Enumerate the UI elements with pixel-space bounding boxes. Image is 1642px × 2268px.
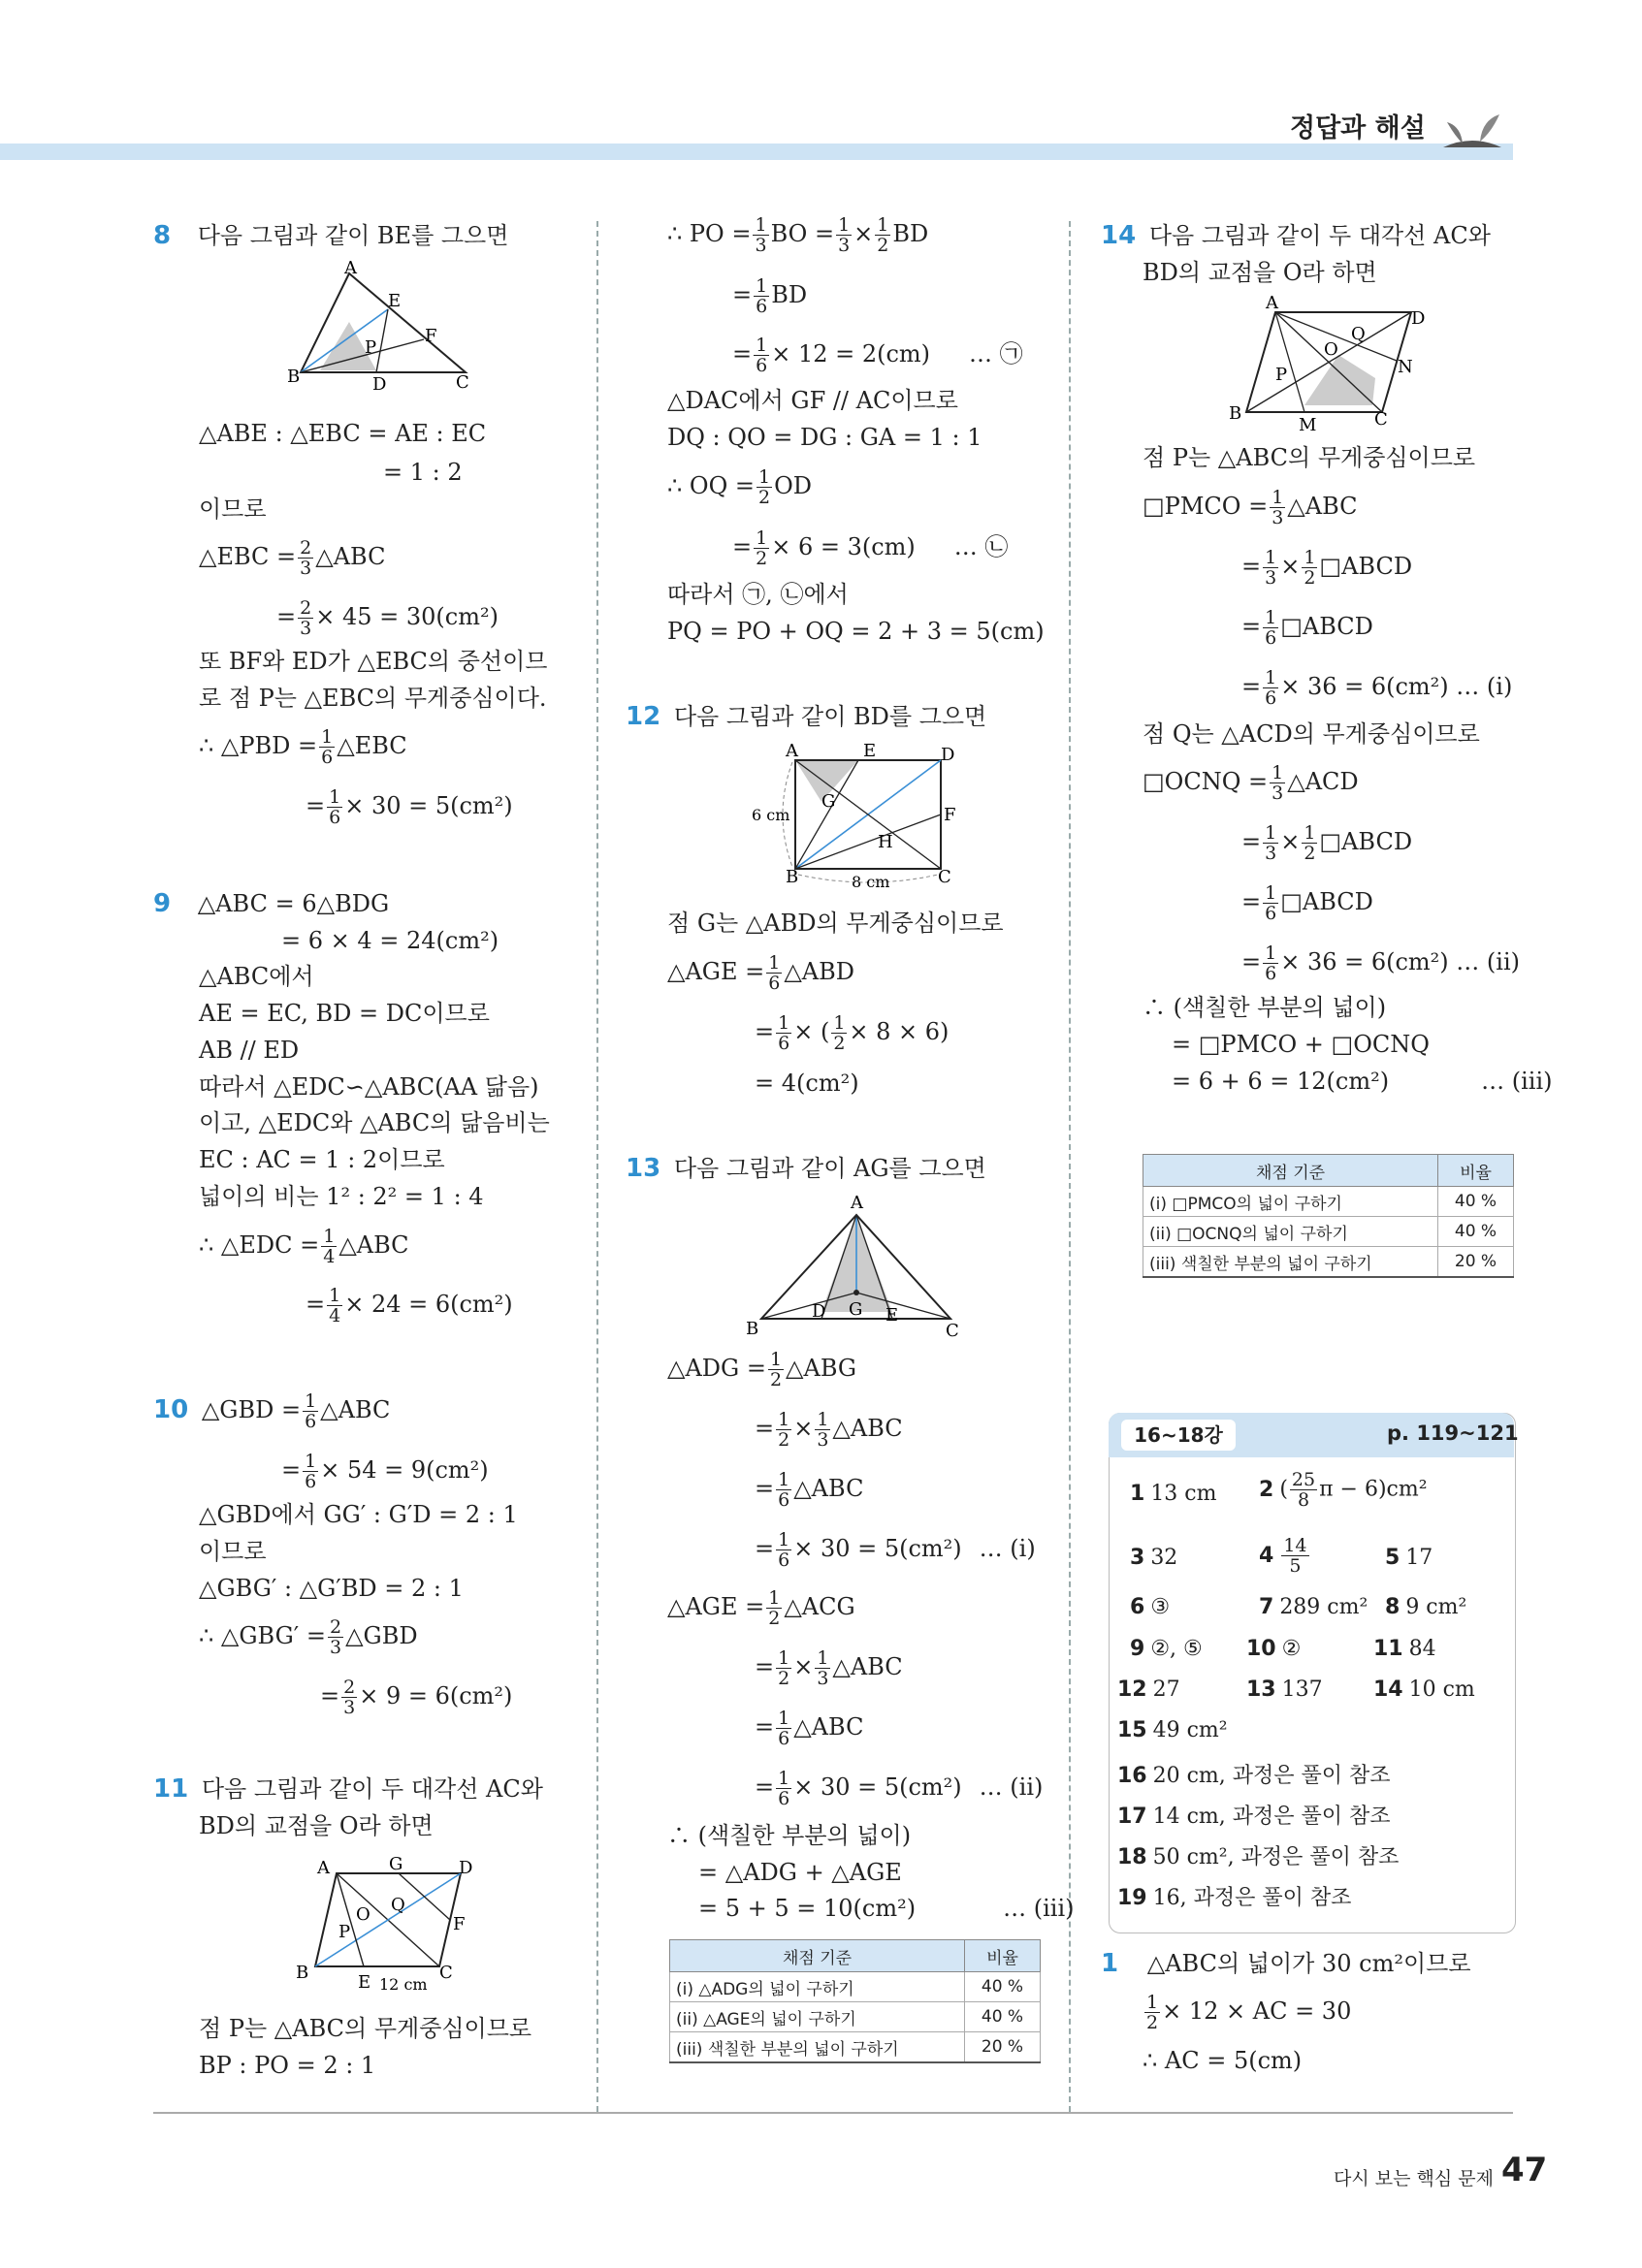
eq-line: ∴ (색칠한 부분의 넓이) (667, 1822, 912, 1849)
svg-text:C: C (1374, 409, 1388, 430)
answer-item: 15 49 cm² (1117, 1718, 1228, 1742)
eq-line: = $\frac{1}{6}$ × 30 = 5(cm²) … (i) (755, 1529, 1036, 1571)
footer-rule (153, 2112, 1513, 2114)
eq-line: EC : AC = 1 : 2이므로 (199, 1146, 445, 1173)
eq-line: = $\frac{1}{6}$ × 12 = 2(cm) … ㉠ (732, 335, 1023, 376)
eq-line: = $\frac{2}{3}$ × 45 = 30(cm²) (276, 597, 499, 639)
answer-item: 3 32 (1130, 1546, 1178, 1570)
svg-text:12 cm: 12 cm (379, 1975, 428, 1994)
svg-text:M: M (1299, 415, 1317, 435)
eq-line: = $\frac{2}{3}$ × 9 = 6(cm²) (320, 1677, 513, 1718)
eq-line: AB // ED (199, 1037, 300, 1064)
answer-item: 2 ( $\frac{25}{8}$ π − 6)cm² (1259, 1469, 1428, 1511)
eq-line: 로 점 P는 △EBC의 무게중심이다. (199, 685, 547, 712)
svg-text:B: B (296, 1963, 309, 1983)
problem-11: 11 다음 그림과 같이 두 대각선 AC와 (153, 1774, 543, 1804)
svg-text:G: G (389, 1854, 403, 1874)
eq-line: 넓이의 비는 1² : 2² = 1 : 4 (199, 1183, 484, 1210)
eq-line: ∴ △PBD = $\frac{1}{6}$ △EBC (199, 726, 407, 768)
eq-line: = 4(cm²) (755, 1070, 859, 1097)
triangle-figure-8 (287, 258, 485, 395)
eq-line: = $\frac{1}{3}$ × $\frac{1}{2}$ □ABCD (1241, 547, 1413, 589)
eq-line: = $\frac{1}{6}$ × 36 = 6(cm²) … (i) (1241, 667, 1513, 709)
answer-item: 14 10 cm (1373, 1677, 1475, 1702)
eq-line: = $\frac{1}{6}$ □ABCD (1241, 882, 1373, 924)
header-bar (0, 144, 1513, 160)
eq-line: = $\frac{1}{6}$ × 30 = 5(cm²) … (ii) (755, 1768, 1044, 1809)
answer-item: 9 ②, ⑤ (1130, 1637, 1203, 1661)
eq-line: = 6 + 6 = 12(cm²) … (iii) (1172, 1068, 1553, 1095)
eq-line: = 1 : 2 (383, 459, 463, 486)
answer-item: 17 14 cm, 과정은 풀이 참조 (1117, 1805, 1391, 1829)
svg-text:B: B (746, 1319, 759, 1339)
eq-line: $\frac{1}{2}$ × 12 × AC = 30 (1146, 1992, 1352, 2033)
svg-text:A: A (851, 1193, 863, 1213)
answer-box-pages: p. 119~121 (1387, 1421, 1519, 1445)
rectangle-figure-12 (752, 739, 975, 894)
svg-text:F: F (453, 1914, 466, 1934)
eq-line: = $\frac{1}{2}$ × 6 = 3(cm) … ㉡ (732, 527, 1009, 569)
eq-line: ∴ (색칠한 부분의 넓이) (1143, 994, 1387, 1021)
problem-8 (153, 219, 508, 252)
eq-line: 점 P는 △ABC의 무게중심이므로 (1143, 444, 1476, 471)
answer-item: 4 $\frac{14}{5}$ (1259, 1535, 1307, 1577)
eq-line: = $\frac{1}{6}$ △ABC (755, 1708, 864, 1749)
eq-line: AE = EC, BD = DC이므로 (199, 1000, 490, 1027)
sprout-icon (1433, 105, 1511, 151)
svg-text:P: P (1275, 365, 1288, 385)
eq-line: □PMCO = $\frac{1}{3}$ △ABC (1143, 487, 1358, 528)
eq-line: = $\frac{1}{2}$ × $\frac{1}{3}$ △ABC (755, 1409, 903, 1451)
svg-text:D: D (459, 1858, 473, 1878)
svg-text:G: G (849, 1299, 863, 1320)
eq-line: 이고, △EDC와 △ABC의 닮음비는 (199, 1109, 550, 1136)
eq-line: △ADG = $\frac{1}{2}$ △ABG (667, 1349, 857, 1390)
problem-intro: BD의 교점을 O라 하면 (1143, 259, 1377, 286)
svg-text:E: E (885, 1305, 899, 1326)
eq-line: △GBD에서 GG′ : G′D = 2 : 1 (199, 1501, 518, 1528)
answer-item: 10 ② (1246, 1637, 1302, 1661)
eq-line: 따라서 △EDC∽△ABC(AA 닮음) (199, 1073, 539, 1101)
problem-14: 14 다음 그림과 같이 두 대각선 AC와 (1101, 221, 1491, 250)
scoring-table-14: 채점 기준 비율 (i) □PMCO의 넓이 구하기 40 % (ii) □OCNQ의 넓이 구하기 40 % (iii) 색칠한 부분의 넓이 구하기 20 % (1143, 1154, 1514, 1278)
eq-line: = $\frac{1}{6}$ × ( $\frac{1}{2}$ × 8 × 6) (755, 1012, 950, 1054)
svg-text:B: B (786, 867, 799, 887)
svg-text:8 cm: 8 cm (852, 873, 890, 891)
problem-number: 8 (153, 221, 172, 250)
eq-line: △EBC = $\frac{2}{3}$ △ABC (199, 537, 386, 579)
triangle-figure-13 (742, 1191, 975, 1341)
label-P: P (365, 337, 377, 358)
eq-line: PQ = PO + OQ = 2 + 3 = 5(cm) (667, 618, 1045, 645)
answer-item: 11 84 (1373, 1637, 1436, 1661)
eq-line: △ABE : △EBC = AE : EC (199, 420, 487, 447)
eq-line: ∴ △EDC = $\frac{1}{4}$ △ABC (199, 1226, 409, 1267)
svg-text:A: A (786, 741, 798, 761)
eq-line: △ABC에서 (199, 963, 314, 990)
eq-line: 점 G는 △ABD의 무게중심이므로 (667, 910, 1004, 937)
svg-text:G: G (821, 791, 836, 812)
label-E: E (388, 291, 402, 311)
svg-text:O: O (1324, 339, 1338, 360)
eq-line: = $\frac{1}{4}$ × 24 = 6(cm²) (306, 1285, 513, 1326)
svg-text:F: F (944, 805, 956, 825)
eq-line: ∴ OQ = $\frac{1}{2}$ OD (667, 466, 813, 508)
eq-line: = $\frac{1}{6}$ × 30 = 5(cm²) (306, 786, 513, 828)
eq-line: △AGE = $\frac{1}{6}$ △ABD (667, 952, 854, 994)
svg-text:N: N (1398, 357, 1413, 377)
eq-line: = □PMCO + □OCNQ (1172, 1031, 1430, 1058)
footer-label: 다시 보는 핵심 문제 (1334, 2168, 1494, 2189)
eq-line: DQ : QO = DG : GA = 1 : 1 (667, 424, 982, 451)
eq-line: 또 BF와 ED가 △EBC의 중선이므 (199, 648, 548, 675)
answer-item: 12 27 (1117, 1677, 1180, 1702)
answer-box-tab: 16~18강 (1121, 1420, 1236, 1451)
answer-item: 18 50 cm², 과정은 풀이 참조 (1117, 1845, 1400, 1869)
svg-text:D: D (812, 1301, 826, 1322)
column-divider (596, 221, 598, 2112)
answer-item: 19 16, 과정은 풀이 참조 (1117, 1886, 1352, 1910)
eq-line: BP : PO = 2 : 1 (199, 2052, 376, 2079)
eq-line: 점 Q는 △ACD의 무게중심이므로 (1143, 720, 1480, 748)
eq-line: = 5 + 5 = 10(cm²) … (iii) (698, 1895, 1075, 1922)
eq-line: 점 P는 △ABC의 무게중심이므로 (199, 2015, 532, 2042)
svg-text:H: H (878, 832, 893, 852)
answer-item: 6 ③ (1130, 1595, 1171, 1619)
svg-text:C: C (946, 1321, 959, 1341)
svg-text:D: D (941, 745, 955, 765)
scoring-table-13: 채점 기준 비율 (i) △ADG의 넓이 구하기 40 % (ii) △AGE의 넓이 구하기 40 % (iii) 색칠한 부분의 넓이 구하기 20 % (669, 1939, 1041, 2063)
problem-10: 10 △GBD = $\frac{1}{6}$ △ABC (153, 1390, 391, 1432)
problem-intro: 다음 그림과 같이 BE를 그으면 (197, 222, 509, 249)
eq-line: = 6 × 4 = 24(cm²) (281, 927, 499, 954)
svg-text:O: O (356, 1904, 370, 1925)
eq-line: ∴ PO = $\frac{1}{3}$ BO = $\frac{1}{3}$ × $\frac{1}{2}$ BD (667, 214, 929, 256)
eq-line: = △ADG + △AGE (698, 1859, 902, 1886)
svg-text:E: E (863, 741, 877, 761)
svg-text:B: B (1229, 403, 1242, 424)
eq-line: = $\frac{1}{6}$ × 54 = 9(cm²) (281, 1451, 489, 1492)
eq-line: = $\frac{1}{6}$ △ABC (755, 1469, 864, 1511)
svg-text:E: E (358, 1972, 371, 1993)
problem-12: 12 다음 그림과 같이 BD를 그으면 (626, 702, 987, 731)
page-number: 47 (1501, 2151, 1548, 2189)
svg-text:D: D (1411, 308, 1426, 329)
answer-item: 16 20 cm, 과정은 풀이 참조 (1117, 1764, 1391, 1788)
eq-line: 이므로 (199, 1538, 267, 1565)
eq-line: ∴ AC = 5(cm) (1143, 2047, 1303, 2074)
problem-9: 9 △ABC = 6△BDG (153, 889, 390, 918)
label-A: A (344, 258, 357, 278)
eq-line: = $\frac{1}{3}$ × $\frac{1}{2}$ □ABCD (1241, 822, 1413, 864)
problem-intro: BD의 교점을 O라 하면 (199, 1812, 434, 1839)
parallelogram-figure-14 (1227, 291, 1440, 436)
label-C: C (456, 372, 469, 393)
svg-text:A: A (1266, 293, 1278, 313)
page-title: 정답과 해설 (1290, 113, 1426, 144)
svg-text:6 cm: 6 cm (752, 806, 790, 824)
column-divider (1069, 221, 1071, 2112)
answer-item: 13 137 (1246, 1677, 1323, 1702)
answer-item: 7 289 cm² (1259, 1595, 1368, 1619)
eq-line: △DAC에서 GF // AC이므로 (667, 387, 958, 414)
eq-line: = $\frac{1}{6}$ × 36 = 6(cm²) … (ii) (1241, 942, 1520, 984)
eq-line: = $\frac{1}{2}$ × $\frac{1}{3}$ △ABC (755, 1647, 903, 1689)
svg-text:A: A (317, 1858, 330, 1878)
label-D: D (372, 374, 387, 395)
parallelogram-figure-11 (296, 1852, 490, 1997)
svg-text:P: P (338, 1922, 351, 1942)
solution-1: 1 △ABC의 넓이가 30 cm²이므로 (1101, 1949, 1471, 1978)
eq-line: = $\frac{1}{6}$ □ABCD (1241, 607, 1373, 649)
svg-text:Q: Q (391, 1895, 405, 1915)
svg-text:C: C (439, 1963, 453, 1983)
eq-line: = $\frac{1}{6}$ BD (732, 275, 808, 317)
eq-line: □OCNQ = $\frac{1}{3}$ △ACD (1143, 762, 1359, 804)
answer-item: 5 17 (1385, 1546, 1433, 1570)
eq-line: ∴ △GBG′ = $\frac{2}{3}$ △GBD (199, 1616, 418, 1658)
label-F: F (425, 326, 437, 346)
eq-line: 이므로 (199, 495, 267, 523)
answer-item: 1 13 cm (1130, 1482, 1217, 1506)
answer-item: 8 9 cm² (1385, 1595, 1467, 1619)
eq-line: △AGE = $\frac{1}{2}$ △ACG (667, 1587, 855, 1629)
eq-line: 따라서 ㉠, ㉡에서 (667, 581, 849, 608)
svg-text:C: C (938, 867, 951, 887)
eq-line: △GBG′ : △G′BD = 2 : 1 (199, 1575, 464, 1602)
svg-text:Q: Q (1351, 324, 1366, 344)
problem-13: 13 다음 그림과 같이 AG를 그으면 (626, 1154, 986, 1183)
label-B: B (287, 367, 301, 387)
